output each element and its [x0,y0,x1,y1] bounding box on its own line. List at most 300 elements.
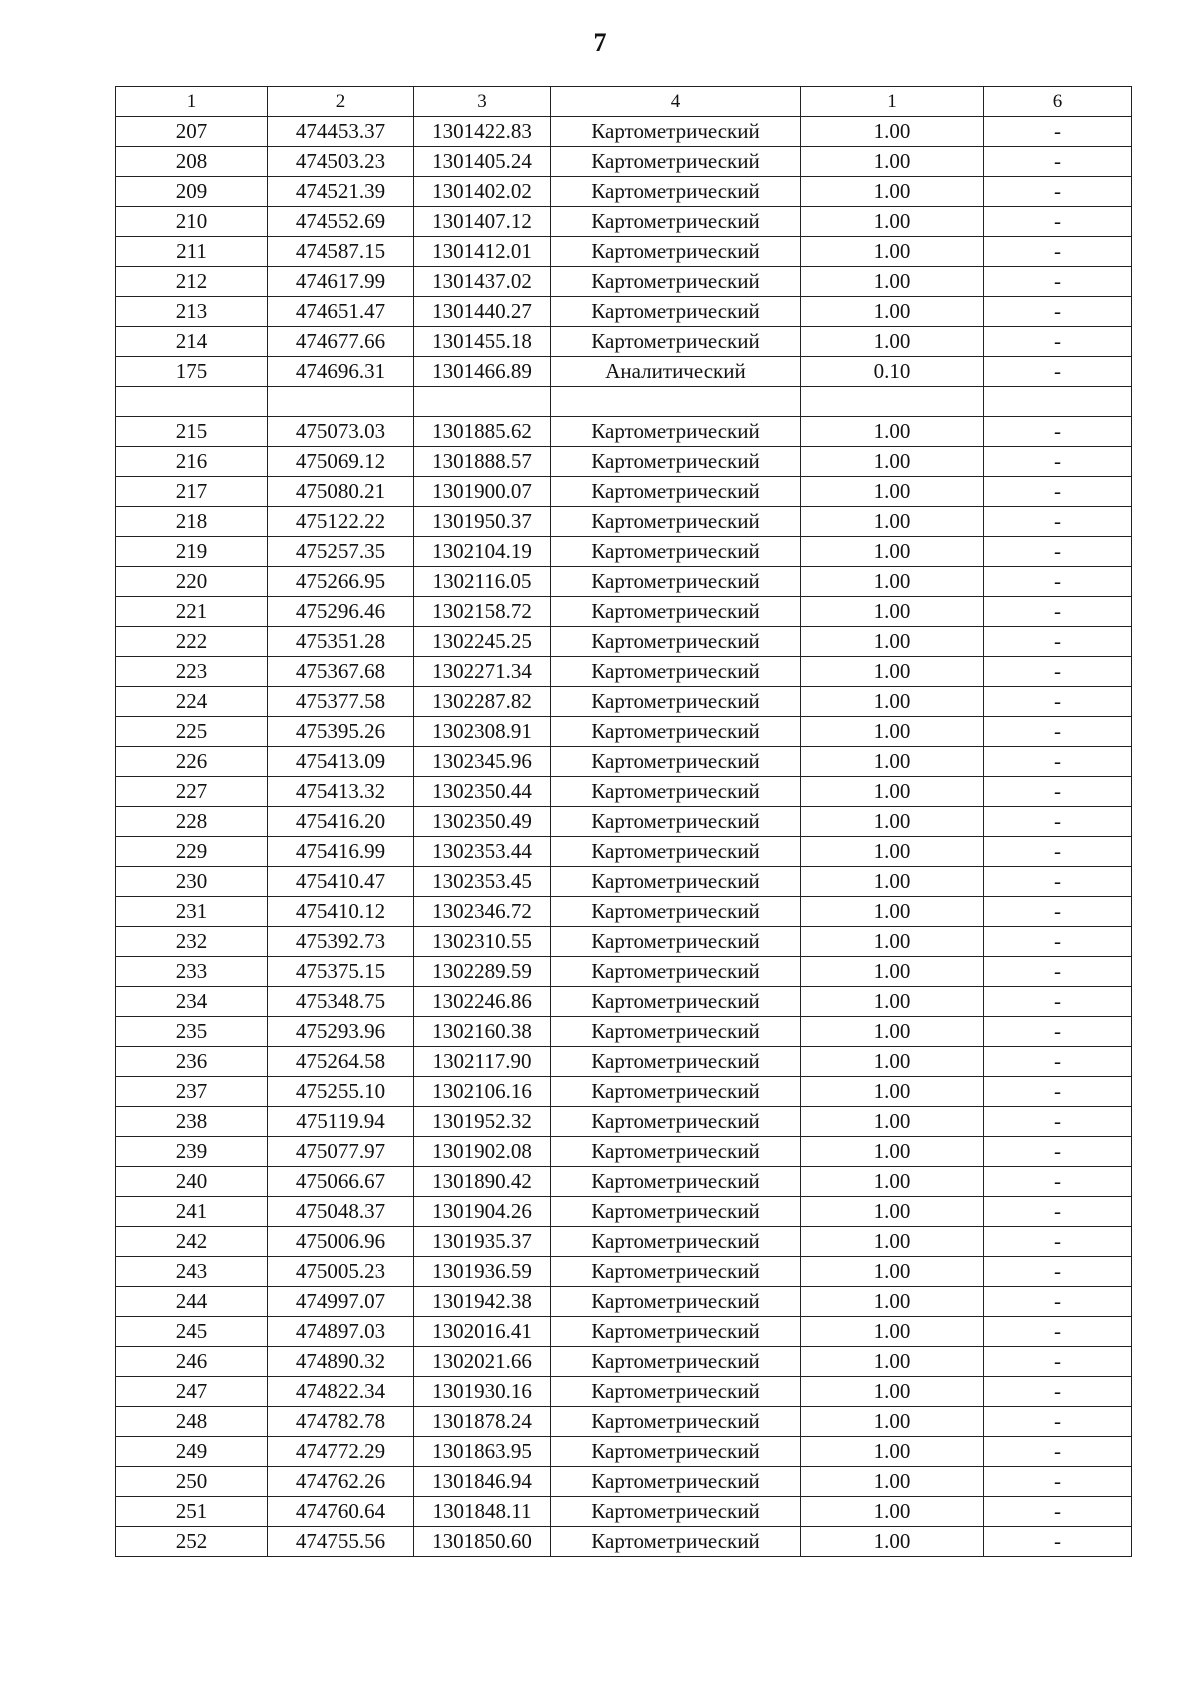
accuracy-cell: 1.00 [801,1077,984,1107]
description-cell: - [984,1137,1132,1167]
y-coordinate-cell: 1302158.72 [414,597,551,627]
description-cell: - [984,1107,1132,1137]
accuracy-cell: 1.00 [801,1017,984,1047]
header-row [116,87,1132,117]
x-coordinate-cell: 475119.94 [268,1107,414,1137]
point-number-cell: 227 [116,777,268,807]
y-coordinate-cell: 1301402.02 [414,177,551,207]
y-coordinate-cell: 1301942.38 [414,1287,551,1317]
x-coordinate-cell: 475377.58 [268,687,414,717]
y-coordinate-cell: 1301930.16 [414,1377,551,1407]
y-coordinate-cell: 1301936.59 [414,1257,551,1287]
description-cell: - [984,447,1132,477]
table-row [116,567,1132,597]
x-coordinate-cell: 475413.09 [268,747,414,777]
table-row [116,387,1132,417]
method-cell: Картометрический [551,1407,801,1437]
x-coordinate-cell: 474772.29 [268,1437,414,1467]
y-coordinate-cell: 1301437.02 [414,267,551,297]
method-cell: Картометрический [551,417,801,447]
description-cell: - [984,717,1132,747]
description-cell: - [984,687,1132,717]
description-cell: - [984,927,1132,957]
point-number-cell: 175 [116,357,268,387]
y-coordinate-cell: 1302345.96 [414,747,551,777]
description-cell: - [984,117,1132,147]
x-coordinate-cell: 475413.32 [268,777,414,807]
x-coordinate-cell: 475266.95 [268,567,414,597]
accuracy-cell: 1.00 [801,477,984,507]
y-coordinate-cell: 1302117.90 [414,1047,551,1077]
table-row [116,1527,1132,1557]
header-cell-col3: 3 [414,87,551,117]
x-coordinate-cell: 474897.03 [268,1317,414,1347]
accuracy-cell: 1.00 [801,867,984,897]
method-cell: Картометрический [551,1167,801,1197]
y-coordinate-cell: 1302271.34 [414,657,551,687]
point-number-cell: 223 [116,657,268,687]
x-coordinate-cell: 474651.47 [268,297,414,327]
x-coordinate-cell: 474782.78 [268,1407,414,1437]
method-cell: Картометрический [551,1017,801,1047]
point-number-cell: 249 [116,1437,268,1467]
method-cell: Картометрический [551,747,801,777]
point-number-cell: 221 [116,597,268,627]
description-cell: - [984,267,1132,297]
point-number-cell [116,387,268,417]
point-number-cell: 236 [116,1047,268,1077]
method-cell: Картометрический [551,1047,801,1077]
x-coordinate-cell: 475006.96 [268,1227,414,1257]
description-cell: - [984,1287,1132,1317]
point-number-cell: 238 [116,1107,268,1137]
description-cell: - [984,1047,1132,1077]
point-number-cell: 231 [116,897,268,927]
table-row [116,237,1132,267]
point-number-cell: 230 [116,867,268,897]
table-row [116,807,1132,837]
y-coordinate-cell: 1301935.37 [414,1227,551,1257]
x-coordinate-cell: 474997.07 [268,1287,414,1317]
accuracy-cell: 1.00 [801,1107,984,1137]
accuracy-cell: 1.00 [801,1437,984,1467]
method-cell: Картометрический [551,957,801,987]
y-coordinate-cell: 1301900.07 [414,477,551,507]
point-number-cell: 247 [116,1377,268,1407]
point-number-cell: 246 [116,1347,268,1377]
x-coordinate-cell: 474453.37 [268,117,414,147]
y-coordinate-cell: 1302245.25 [414,627,551,657]
table-row [116,627,1132,657]
accuracy-cell [801,387,984,417]
header-cell-col5: 1 [801,87,984,117]
method-cell: Картометрический [551,1437,801,1467]
method-cell: Картометрический [551,597,801,627]
accuracy-cell: 1.00 [801,777,984,807]
x-coordinate-cell [268,387,414,417]
x-coordinate-cell: 474822.34 [268,1377,414,1407]
y-coordinate-cell: 1301422.83 [414,117,551,147]
y-coordinate-cell: 1302353.45 [414,867,551,897]
point-number-cell: 248 [116,1407,268,1437]
description-cell: - [984,987,1132,1017]
description-cell: - [984,147,1132,177]
accuracy-cell: 1.00 [801,1167,984,1197]
y-coordinate-cell: 1301950.37 [414,507,551,537]
description-cell: - [984,537,1132,567]
table-row [116,957,1132,987]
point-number-cell: 225 [116,717,268,747]
method-cell: Картометрический [551,1227,801,1257]
y-coordinate-cell: 1301863.95 [414,1437,551,1467]
description-cell: - [984,507,1132,537]
point-number-cell: 208 [116,147,268,177]
point-number-cell: 211 [116,237,268,267]
point-number-cell: 217 [116,477,268,507]
point-number-cell: 220 [116,567,268,597]
description-cell: - [984,1407,1132,1437]
y-coordinate-cell: 1301846.94 [414,1467,551,1497]
accuracy-cell: 0.10 [801,357,984,387]
x-coordinate-cell: 474552.69 [268,207,414,237]
method-cell: Картометрический [551,1107,801,1137]
table-row [116,117,1132,147]
point-number-cell: 239 [116,1137,268,1167]
table-row [116,1437,1132,1467]
point-number-cell: 229 [116,837,268,867]
table-row [116,777,1132,807]
x-coordinate-cell: 474617.99 [268,267,414,297]
table-row [116,147,1132,177]
table-row [116,1377,1132,1407]
method-cell: Картометрический [551,927,801,957]
x-coordinate-cell: 475080.21 [268,477,414,507]
y-coordinate-cell: 1301888.57 [414,447,551,477]
y-coordinate-cell: 1302308.91 [414,717,551,747]
description-cell: - [984,297,1132,327]
table-row [116,327,1132,357]
x-coordinate-cell: 475296.46 [268,597,414,627]
description-cell: - [984,627,1132,657]
point-number-cell: 232 [116,927,268,957]
method-cell: Картометрический [551,1287,801,1317]
description-cell: - [984,1257,1132,1287]
x-coordinate-cell: 475416.20 [268,807,414,837]
x-coordinate-cell: 474890.32 [268,1347,414,1377]
x-coordinate-cell: 475122.22 [268,507,414,537]
description-cell: - [984,177,1132,207]
description-cell: - [984,837,1132,867]
method-cell: Картометрический [551,267,801,297]
accuracy-cell: 1.00 [801,417,984,447]
table-row [116,207,1132,237]
y-coordinate-cell: 1301405.24 [414,147,551,177]
accuracy-cell: 1.00 [801,1317,984,1347]
y-coordinate-cell: 1302116.05 [414,567,551,597]
accuracy-cell: 1.00 [801,117,984,147]
method-cell: Картометрический [551,897,801,927]
y-coordinate-cell: 1301466.89 [414,357,551,387]
description-cell: - [984,477,1132,507]
x-coordinate-cell: 475293.96 [268,1017,414,1047]
method-cell: Картометрический [551,177,801,207]
point-number-cell: 224 [116,687,268,717]
accuracy-cell: 1.00 [801,447,984,477]
table-row [116,1497,1132,1527]
point-number-cell: 251 [116,1497,268,1527]
x-coordinate-cell: 474521.39 [268,177,414,207]
y-coordinate-cell: 1302246.86 [414,987,551,1017]
point-number-cell: 213 [116,297,268,327]
accuracy-cell: 1.00 [801,297,984,327]
method-cell: Картометрический [551,1467,801,1497]
point-number-cell: 207 [116,117,268,147]
x-coordinate-cell: 475264.58 [268,1047,414,1077]
accuracy-cell: 1.00 [801,1347,984,1377]
method-cell: Картометрический [551,507,801,537]
accuracy-cell: 1.00 [801,207,984,237]
table-row [116,477,1132,507]
method-cell: Картометрический [551,1377,801,1407]
accuracy-cell: 1.00 [801,1527,984,1557]
accuracy-cell: 1.00 [801,927,984,957]
method-cell: Картометрический [551,987,801,1017]
y-coordinate-cell: 1301455.18 [414,327,551,357]
method-cell: Картометрический [551,207,801,237]
method-cell: Картометрический [551,567,801,597]
point-number-cell: 210 [116,207,268,237]
point-number-cell: 218 [116,507,268,537]
point-number-cell: 235 [116,1017,268,1047]
x-coordinate-cell: 475410.47 [268,867,414,897]
description-cell: - [984,357,1132,387]
table-row [116,1137,1132,1167]
accuracy-cell: 1.00 [801,897,984,927]
y-coordinate-cell: 1301902.08 [414,1137,551,1167]
table-row [116,297,1132,327]
y-coordinate-cell: 1302104.19 [414,537,551,567]
x-coordinate-cell: 474755.56 [268,1527,414,1557]
header-cell-col1: 1 [116,87,268,117]
table-row [116,1077,1132,1107]
table-row [116,177,1132,207]
method-cell: Картометрический [551,1257,801,1287]
method-cell: Аналитический [551,357,801,387]
accuracy-cell: 1.00 [801,537,984,567]
method-cell: Картометрический [551,807,801,837]
method-cell: Картометрический [551,717,801,747]
description-cell: - [984,567,1132,597]
point-number-cell: 228 [116,807,268,837]
x-coordinate-cell: 475077.97 [268,1137,414,1167]
method-cell: Картометрический [551,147,801,177]
accuracy-cell: 1.00 [801,1047,984,1077]
method-cell: Картометрический [551,837,801,867]
description-cell: - [984,327,1132,357]
table-row [116,357,1132,387]
x-coordinate-cell: 475392.73 [268,927,414,957]
description-cell: - [984,1527,1132,1557]
y-coordinate-cell: 1301412.01 [414,237,551,267]
table-row [116,1467,1132,1497]
y-coordinate-cell: 1301407.12 [414,207,551,237]
y-coordinate-cell: 1301890.42 [414,1167,551,1197]
accuracy-cell: 1.00 [801,1287,984,1317]
table-row [116,1017,1132,1047]
method-cell: Картометрический [551,687,801,717]
accuracy-cell: 1.00 [801,957,984,987]
method-cell: Картометрический [551,1347,801,1377]
method-cell: Картометрический [551,237,801,267]
x-coordinate-cell: 475073.03 [268,417,414,447]
x-coordinate-cell: 475255.10 [268,1077,414,1107]
description-cell: - [984,957,1132,987]
description-cell: - [984,867,1132,897]
description-cell: - [984,1017,1132,1047]
y-coordinate-cell: 1302350.44 [414,777,551,807]
x-coordinate-cell: 474762.26 [268,1467,414,1497]
table-header [116,87,1132,117]
method-cell: Картометрический [551,657,801,687]
y-coordinate-cell: 1302310.55 [414,927,551,957]
method-cell: Картометрический [551,297,801,327]
y-coordinate-cell: 1302350.49 [414,807,551,837]
accuracy-cell: 1.00 [801,147,984,177]
description-cell: - [984,1377,1132,1407]
accuracy-cell: 1.00 [801,1257,984,1287]
accuracy-cell: 1.00 [801,1407,984,1437]
description-cell: - [984,1197,1132,1227]
x-coordinate-cell: 475410.12 [268,897,414,927]
accuracy-cell: 1.00 [801,1227,984,1257]
y-coordinate-cell: 1302160.38 [414,1017,551,1047]
table-row [116,747,1132,777]
description-cell: - [984,1227,1132,1257]
method-cell: Картометрический [551,117,801,147]
description-cell: - [984,207,1132,237]
y-coordinate-cell: 1302346.72 [414,897,551,927]
header-cell-col4: 4 [551,87,801,117]
coordinates-table [115,86,1132,1557]
y-coordinate-cell: 1302106.16 [414,1077,551,1107]
point-number-cell: 242 [116,1227,268,1257]
table-row [116,837,1132,867]
accuracy-cell: 1.00 [801,1467,984,1497]
accuracy-cell: 1.00 [801,747,984,777]
method-cell: Картометрический [551,1137,801,1167]
method-cell: Картометрический [551,627,801,657]
x-coordinate-cell: 474587.15 [268,237,414,267]
table-row [116,417,1132,447]
table-row [116,927,1132,957]
point-number-cell: 212 [116,267,268,297]
description-cell: - [984,777,1132,807]
table-row [116,1287,1132,1317]
accuracy-cell: 1.00 [801,987,984,1017]
point-number-cell: 243 [116,1257,268,1287]
accuracy-cell: 1.00 [801,1377,984,1407]
table-row [116,867,1132,897]
point-number-cell: 226 [116,747,268,777]
table-body [116,117,1132,1557]
method-cell: Картометрический [551,1077,801,1107]
table-row [116,1317,1132,1347]
point-number-cell: 219 [116,537,268,567]
y-coordinate-cell: 1302289.59 [414,957,551,987]
y-coordinate-cell: 1302016.41 [414,1317,551,1347]
y-coordinate-cell: 1301904.26 [414,1197,551,1227]
x-coordinate-cell: 475395.26 [268,717,414,747]
table-row [116,987,1132,1017]
y-coordinate-cell: 1302021.66 [414,1347,551,1377]
x-coordinate-cell: 475066.67 [268,1167,414,1197]
header-cell-col6: 6 [984,87,1132,117]
accuracy-cell: 1.00 [801,1197,984,1227]
y-coordinate-cell [414,387,551,417]
page-number: 7 [593,28,607,57]
table-row [116,447,1132,477]
method-cell: Картометрический [551,447,801,477]
y-coordinate-cell: 1301952.32 [414,1107,551,1137]
table-row [116,1347,1132,1377]
description-cell: - [984,417,1132,447]
description-cell: - [984,807,1132,837]
x-coordinate-cell: 475069.12 [268,447,414,477]
description-cell: - [984,1437,1132,1467]
point-number-cell: 252 [116,1527,268,1557]
accuracy-cell: 1.00 [801,627,984,657]
x-coordinate-cell: 475416.99 [268,837,414,867]
point-number-cell: 234 [116,987,268,1017]
point-number-cell: 250 [116,1467,268,1497]
description-cell [984,387,1132,417]
description-cell: - [984,1167,1132,1197]
x-coordinate-cell: 474503.23 [268,147,414,177]
method-cell: Картометрический [551,537,801,567]
y-coordinate-cell: 1301440.27 [414,297,551,327]
description-cell: - [984,597,1132,627]
table-row [116,1197,1132,1227]
y-coordinate-cell: 1301878.24 [414,1407,551,1437]
description-cell: - [984,1497,1132,1527]
point-number-cell: 240 [116,1167,268,1197]
method-cell: Картометрический [551,477,801,507]
y-coordinate-cell: 1301850.60 [414,1527,551,1557]
accuracy-cell: 1.00 [801,237,984,267]
method-cell: Картометрический [551,1317,801,1347]
description-cell: - [984,1347,1132,1377]
x-coordinate-cell: 475348.75 [268,987,414,1017]
x-coordinate-cell: 475351.28 [268,627,414,657]
table-row [116,717,1132,747]
point-number-cell: 244 [116,1287,268,1317]
description-cell: - [984,237,1132,267]
table-row [116,507,1132,537]
point-number-cell: 215 [116,417,268,447]
x-coordinate-cell: 474696.31 [268,357,414,387]
description-cell: - [984,657,1132,687]
method-cell: Картометрический [551,327,801,357]
accuracy-cell: 1.00 [801,1137,984,1167]
description-cell: - [984,1317,1132,1347]
accuracy-cell: 1.00 [801,1497,984,1527]
method-cell: Картометрический [551,1497,801,1527]
header-cell-col2: 2 [268,87,414,117]
point-number-cell: 214 [116,327,268,357]
table-row [116,1047,1132,1077]
point-number-cell: 245 [116,1317,268,1347]
table-row [116,1407,1132,1437]
